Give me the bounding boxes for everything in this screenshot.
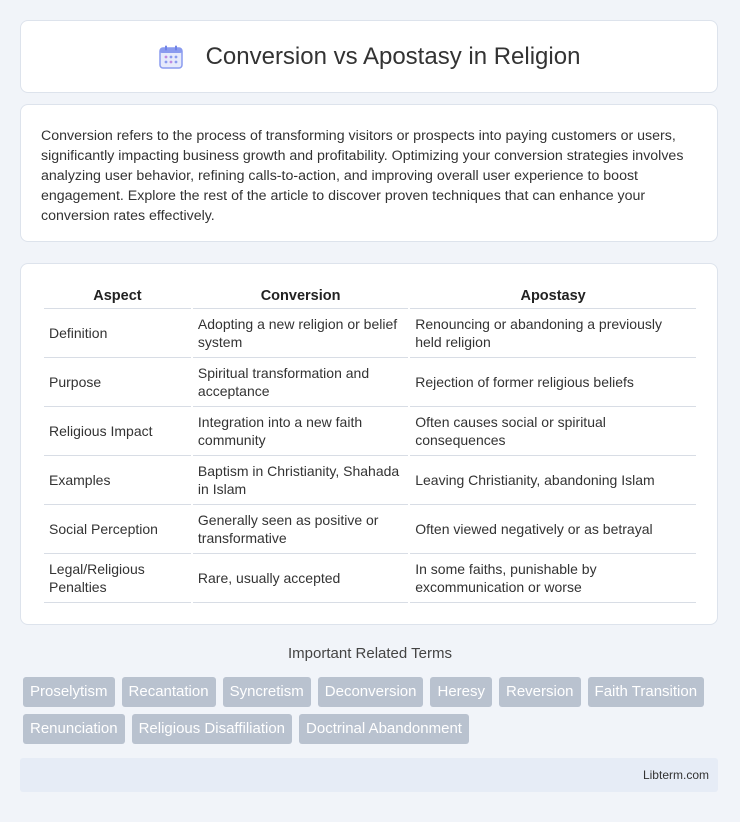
footer-site-link[interactable]: Libterm.com xyxy=(642,768,709,782)
table-row xyxy=(44,309,696,358)
table-cell: Spiritual transformation and acceptance xyxy=(193,358,408,407)
table-row xyxy=(44,407,696,456)
calendar-icon xyxy=(158,44,184,70)
table-cell: Social Perception xyxy=(44,505,191,554)
related-term-tag[interactable]: Renunciation xyxy=(23,714,125,744)
table-cell: Often causes social or spiritual consequences xyxy=(410,407,696,456)
related-term-tag[interactable]: Syncretism xyxy=(223,677,311,707)
table-cell: Purpose xyxy=(44,358,191,407)
table-cell: Baptism in Christianity, Shahada in Islam xyxy=(193,456,408,505)
related-term-tag[interactable]: Proselytism xyxy=(23,677,115,707)
related-term-tag[interactable]: Faith Transition xyxy=(588,677,705,707)
footer xyxy=(20,758,718,792)
intro-text: Conversion refers to the process of transforming visitors or prospects into paying customers or users, significantly impacting business growth and profitability. Optimizing your conversion strategies involves analyzing user behavior, refining calls-to-action, and improving overall user experience to boost engagement. Explore the rest of the article to discover proven techniques that can enhance your conversion rates effectively. xyxy=(41,128,684,224)
page-title: Conversion vs Apostasy in Religion xyxy=(205,42,581,70)
table-card xyxy=(20,263,718,625)
related-term-tag[interactable]: Heresy xyxy=(430,677,492,707)
table-cell: Often viewed negatively or as betrayal xyxy=(410,505,696,554)
table-cell: Leaving Christianity, abandoning Islam xyxy=(410,456,696,505)
table-cell: Adopting a new religion or belief system xyxy=(193,309,408,358)
comparison-table xyxy=(42,285,698,603)
table-cell: Definition xyxy=(44,309,191,358)
table-header-row xyxy=(44,285,696,309)
table-cell: Renouncing or abandoning a previously held religion xyxy=(410,309,696,358)
table-cell: Rare, usually accepted xyxy=(193,554,408,603)
table-cell: Examples xyxy=(44,456,191,505)
table-row xyxy=(44,505,696,554)
header-card xyxy=(20,20,718,93)
related-term-tag[interactable]: Deconversion xyxy=(318,677,424,707)
related-terms-list xyxy=(23,677,723,744)
related-term-tag[interactable]: Doctrinal Abandonment xyxy=(299,714,469,744)
table-cell: Generally seen as positive or transformative xyxy=(193,505,408,554)
table-row xyxy=(44,456,696,505)
table-cell: Rejection of former religious beliefs xyxy=(410,358,696,407)
table-row xyxy=(44,554,696,603)
column-header-apostasy: Apostasy xyxy=(410,285,696,309)
column-header-aspect: Aspect xyxy=(44,285,191,309)
table-cell: Legal/Religious Penalties xyxy=(44,554,191,603)
table-cell: Religious Impact xyxy=(44,407,191,456)
table-row xyxy=(44,358,696,407)
related-term-tag[interactable]: Religious Disaffiliation xyxy=(132,714,292,744)
related-term-tag[interactable]: Recantation xyxy=(122,677,216,707)
intro-card xyxy=(20,104,718,242)
table-cell: In some faiths, punishable by excommunication or worse xyxy=(410,554,696,603)
table-cell: Integration into a new faith community xyxy=(193,407,408,456)
related-terms-title: Important Related Terms xyxy=(288,645,452,662)
related-term-tag[interactable]: Reversion xyxy=(499,677,581,707)
column-header-conversion: Conversion xyxy=(193,285,408,309)
